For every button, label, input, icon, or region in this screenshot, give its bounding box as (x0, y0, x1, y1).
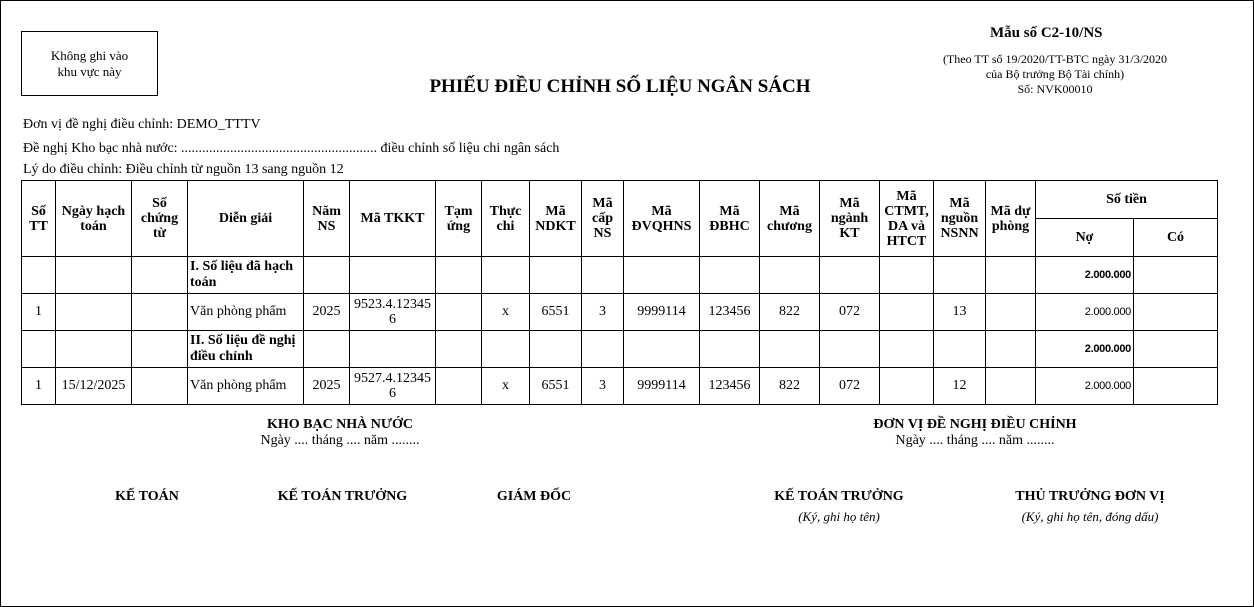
cell-chuong: 822 (760, 368, 820, 405)
no-write-line2: khu vực này (57, 63, 122, 79)
cell-ngay: 15/12/2025 (56, 368, 132, 405)
head-of-unit-signature (985, 489, 1195, 525)
header-ndkt: Mã NDKT (530, 181, 582, 257)
cell-ngay (56, 294, 132, 331)
header-stt: Số TT (22, 181, 56, 257)
cell-ctmt (880, 368, 934, 405)
chief-accountant-right-title: KẾ TOÁN TRƯỞNG (774, 489, 904, 504)
section-2-total: 2.000.000 (1036, 331, 1134, 368)
cell-nam: 2025 (304, 294, 350, 331)
cell-tamung (436, 294, 482, 331)
cell-diengiai: Văn phòng phẩm (188, 294, 304, 331)
cell-chungtu (132, 294, 188, 331)
form-reference (910, 52, 1200, 97)
reason-line: Lý do điều chỉnh: Điều chỉnh từ nguồn 13 sang nguồn 12 (23, 162, 344, 177)
chief-accountant-left-title: KẾ TOÁN TRƯỞNG (277, 489, 408, 504)
cell-ndkt: 6551 (530, 294, 582, 331)
cell-no: 2.000.000 (1036, 368, 1134, 405)
form-ref-line1: (Theo TT số 19/2020/TT-BTC ngày 31/3/2020 (942, 52, 1168, 66)
section-2-label: II. Số liệu đề nghị điều chỉnh (188, 331, 304, 368)
header-chungtu: Số chứng từ (132, 181, 188, 257)
cell-duphong (986, 294, 1036, 331)
accountant-signature (87, 489, 207, 505)
cell-diengiai: Văn phòng phẩm (188, 368, 304, 405)
header-nguon: Mã nguồn NSNN (934, 181, 986, 257)
head-of-unit-note: (Ký, ghi họ tên, đóng dấu) (1021, 509, 1159, 524)
requesting-unit-date: Ngày .... tháng .... năm ........ (895, 433, 1055, 448)
cell-stt: 1 (22, 368, 56, 405)
treasury-block (240, 417, 440, 449)
section-1-total: 2.000.000 (1036, 257, 1134, 294)
cell-capns: 3 (582, 368, 624, 405)
chief-accountant-right-note: (Ký, ghi họ tên) (798, 509, 880, 524)
cell-ndkt: 6551 (530, 368, 582, 405)
cell-thucchi: x (482, 368, 530, 405)
header-tamung: Tạm ứng (436, 181, 482, 257)
document-number: Số: NVK00010 (1017, 82, 1093, 96)
cell-duphong (986, 368, 1036, 405)
header-nganh: Mã ngành KT (820, 181, 880, 257)
header-dvqhns: Mã ĐVQHNS (624, 181, 700, 257)
unit-line: Đơn vị đề nghị điều chỉnh: DEMO_TTTV (23, 117, 261, 132)
cell-chungtu (132, 368, 188, 405)
cell-tkkt: 9523.4.123456 (350, 294, 436, 331)
cell-tkkt: 9527.4.123456 (350, 368, 436, 405)
cell-ctmt (880, 294, 934, 331)
accountant-title: KẾ TOÁN (115, 489, 179, 504)
table-row (22, 294, 1218, 331)
cell-tamung (436, 368, 482, 405)
cell-dbhc: 123456 (700, 368, 760, 405)
cell-capns: 3 (582, 294, 624, 331)
form-number: Mẫu số C2-10/NS (990, 25, 1103, 41)
chief-accountant-right-signature (750, 489, 928, 525)
director-title: GIÁM ĐỐC (496, 489, 572, 504)
header-no: Nợ (1036, 219, 1134, 257)
header-tkkt: Mã TKKT (350, 181, 436, 257)
cell-dvqhns: 9999114 (624, 368, 700, 405)
cell-dvqhns: 9999114 (624, 294, 700, 331)
director-signature (474, 489, 594, 505)
header-ctmt: Mã CTMT, DA và HTCT (880, 181, 934, 257)
cell-nguon: 12 (934, 368, 986, 405)
header-ngay: Ngày hạch toán (56, 181, 132, 257)
section-row-1 (22, 257, 1218, 294)
form-ref-line2: của Bộ trưởng Bộ Tài chính) (985, 67, 1125, 81)
header-nam: Năm NS (304, 181, 350, 257)
section-row-2 (22, 331, 1218, 368)
adjustment-table (21, 180, 1218, 405)
header-diengiai: Diễn giải (188, 181, 304, 257)
cell-nganh: 072 (820, 368, 880, 405)
cell-co (1134, 294, 1218, 331)
header-duphong: Mã dự phòng (986, 181, 1036, 257)
header-dbhc: Mã ĐBHC (700, 181, 760, 257)
cell-co (1134, 368, 1218, 405)
cell-nganh: 072 (820, 294, 880, 331)
head-of-unit-title: THỦ TRƯỞNG ĐƠN VỊ (1015, 489, 1165, 504)
page-title: PHIẾU ĐIỀU CHỈNH SỐ LIỆU NGÂN SÁCH (429, 76, 811, 97)
requesting-unit-block (840, 417, 1110, 449)
cell-chuong: 822 (760, 294, 820, 331)
header-chuong: Mã chương (760, 181, 820, 257)
cell-nam: 2025 (304, 368, 350, 405)
header-co: Có (1134, 219, 1218, 257)
no-write-line1: Không ghi vào (50, 47, 129, 63)
header-sotien: Số tiền (1036, 181, 1218, 219)
cell-no: 2.000.000 (1036, 294, 1134, 331)
chief-accountant-left-signature (255, 489, 430, 505)
treasury-date: Ngày .... tháng .... năm ........ (260, 433, 420, 448)
cell-nguon: 13 (934, 294, 986, 331)
treasury-title: KHO BẠC NHÀ NƯỚC (266, 417, 414, 432)
cell-stt: 1 (22, 294, 56, 331)
header-capns: Mã cấp NS (582, 181, 624, 257)
header-thucchi: Thực chi (482, 181, 530, 257)
cell-thucchi: x (482, 294, 530, 331)
requesting-unit-title: ĐƠN VỊ ĐỀ NGHỊ ĐIỀU CHỈNH (873, 417, 1077, 432)
table-row (22, 368, 1218, 405)
cell-dbhc: 123456 (700, 294, 760, 331)
section-1-label: I. Số liệu đã hạch toán (188, 257, 304, 294)
no-write-box (21, 31, 158, 96)
request-line: Đề nghị Kho bạc nhà nước: ........................................................ điều chỉnh số liệu chi ngân sách (23, 141, 560, 156)
